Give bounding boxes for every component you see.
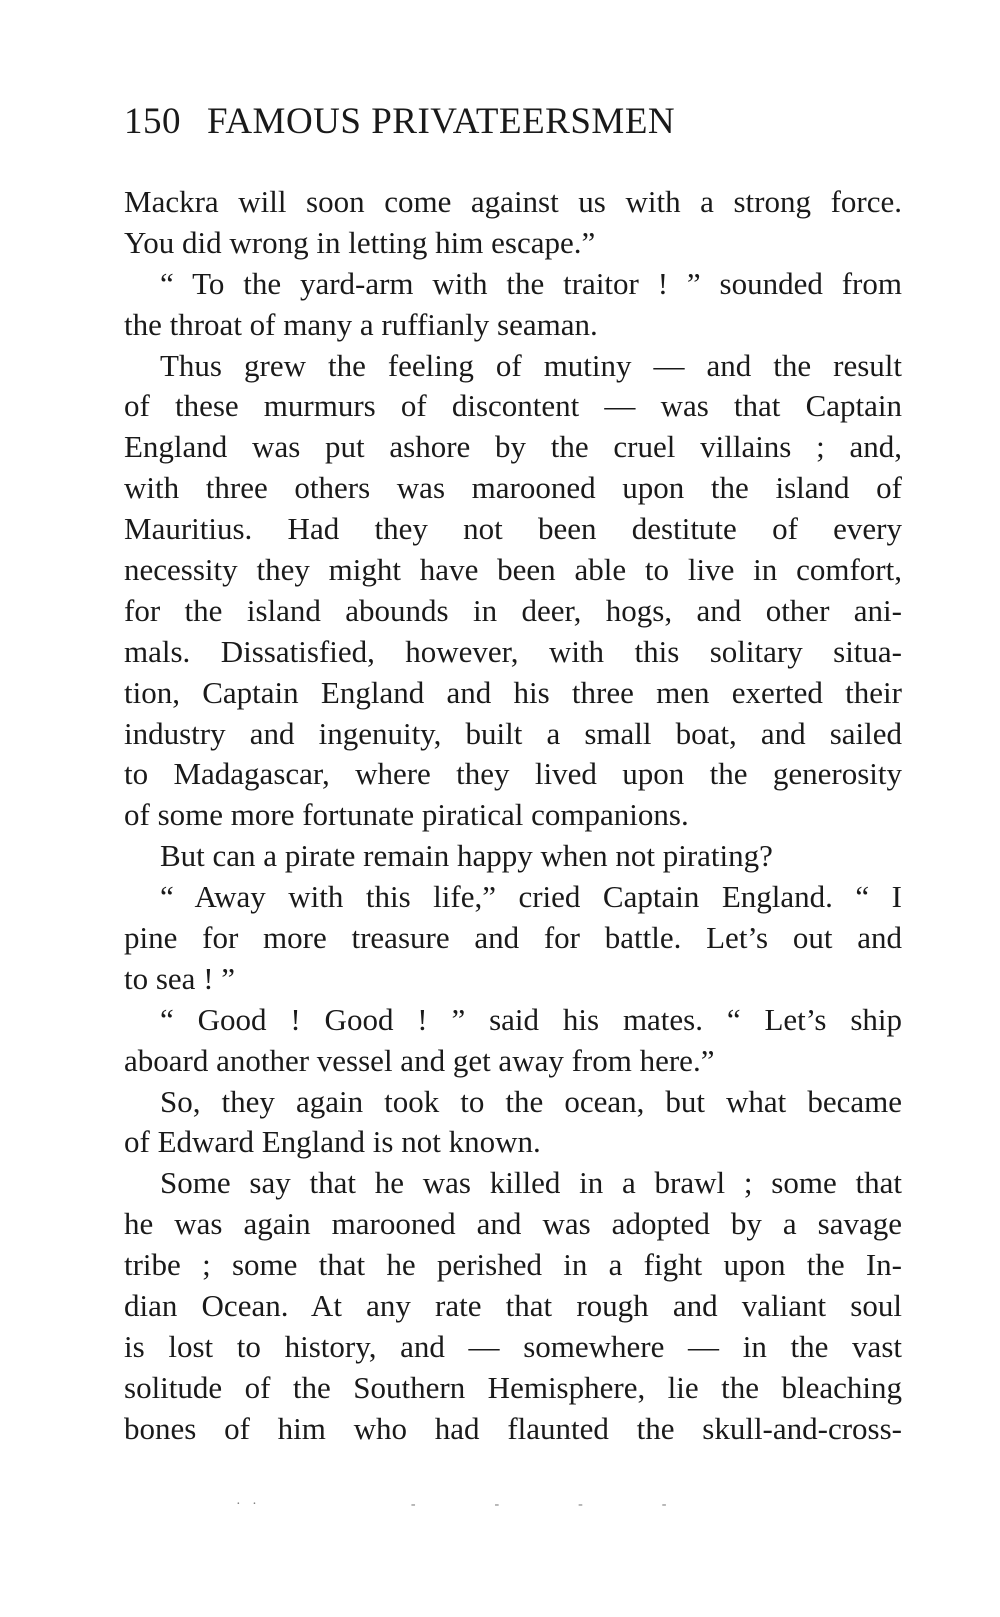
text-line: necessity they might have been able to live in comfort, xyxy=(124,552,902,588)
text-line: is lost to history, and — somewhere — in the vast xyxy=(124,1328,902,1364)
page-number: 150 xyxy=(124,101,181,142)
running-header xyxy=(124,100,675,143)
text-line: to Madagascar, where they lived upon the generosity xyxy=(124,756,902,792)
text-line: tribe ; some that he perished in a fight upon the In- xyxy=(124,1247,902,1283)
text-line: tion, Captain England and his three men exerted their xyxy=(124,674,902,710)
text-line: pine for more treasure and for battle. Let’s out and xyxy=(124,920,902,956)
text-line: solitude of the Southern Hemisphere, lie the bleaching xyxy=(124,1369,902,1405)
running-title: FAMOUS PRIVATEERSMEN xyxy=(207,101,676,142)
text-line: England was put ashore by the cruel villains ; and, xyxy=(124,429,902,465)
text-line: “ Good ! Good ! ” said his mates. “ Let’s ship xyxy=(160,1001,902,1037)
text-line: Mauritius. Had they not been destitute of every xyxy=(124,511,902,547)
text-line: the throat of many a ruffianly seaman. xyxy=(124,306,598,342)
text-line: of some more fortunate piratical companions. xyxy=(124,797,689,833)
text-line: Some say that he was killed in a brawl ; some that xyxy=(160,1165,902,1201)
text-line: You did wrong in letting him escape.” xyxy=(124,224,596,260)
text-line: “ To the yard-arm with the traitor ! ” sounded from xyxy=(160,265,902,301)
text-line: he was again marooned and was adopted by a savage xyxy=(124,1206,902,1242)
text-line: “ Away with this life,” cried Captain England. “ I xyxy=(160,879,902,915)
text-line: bones of him who had flaunted the skull-and-cross- xyxy=(124,1410,902,1446)
text-line: Thus grew the feeling of mutiny — and the result xyxy=(160,347,902,383)
text-line: of these murmurs of discontent — was that Captain xyxy=(124,388,902,424)
text-line: So, they again took to the ocean, but what became xyxy=(160,1083,902,1119)
text-line: of Edward England is not known. xyxy=(124,1124,541,1160)
text-line: dian Ocean. At any rate that rough and valiant soul xyxy=(124,1288,902,1324)
text-line: aboard another vessel and get away from here.” xyxy=(124,1042,715,1078)
scan-specks: · · - - - - xyxy=(236,1497,671,1512)
text-line: But can a pirate remain happy when not pirating? xyxy=(160,838,773,874)
body-text xyxy=(124,182,902,1450)
text-line: to sea ! ” xyxy=(124,960,236,996)
text-line: mals. Dissatisfied, however, with this solitary situa- xyxy=(124,633,902,669)
text-line: for the island abounds in deer, hogs, and other ani- xyxy=(124,592,902,628)
text-line: Mackra will soon come against us with a strong force. xyxy=(124,184,902,219)
text-line: industry and ingenuity, built a small boat, and sailed xyxy=(124,715,902,751)
text-line: with three others was marooned upon the island of xyxy=(124,470,902,506)
